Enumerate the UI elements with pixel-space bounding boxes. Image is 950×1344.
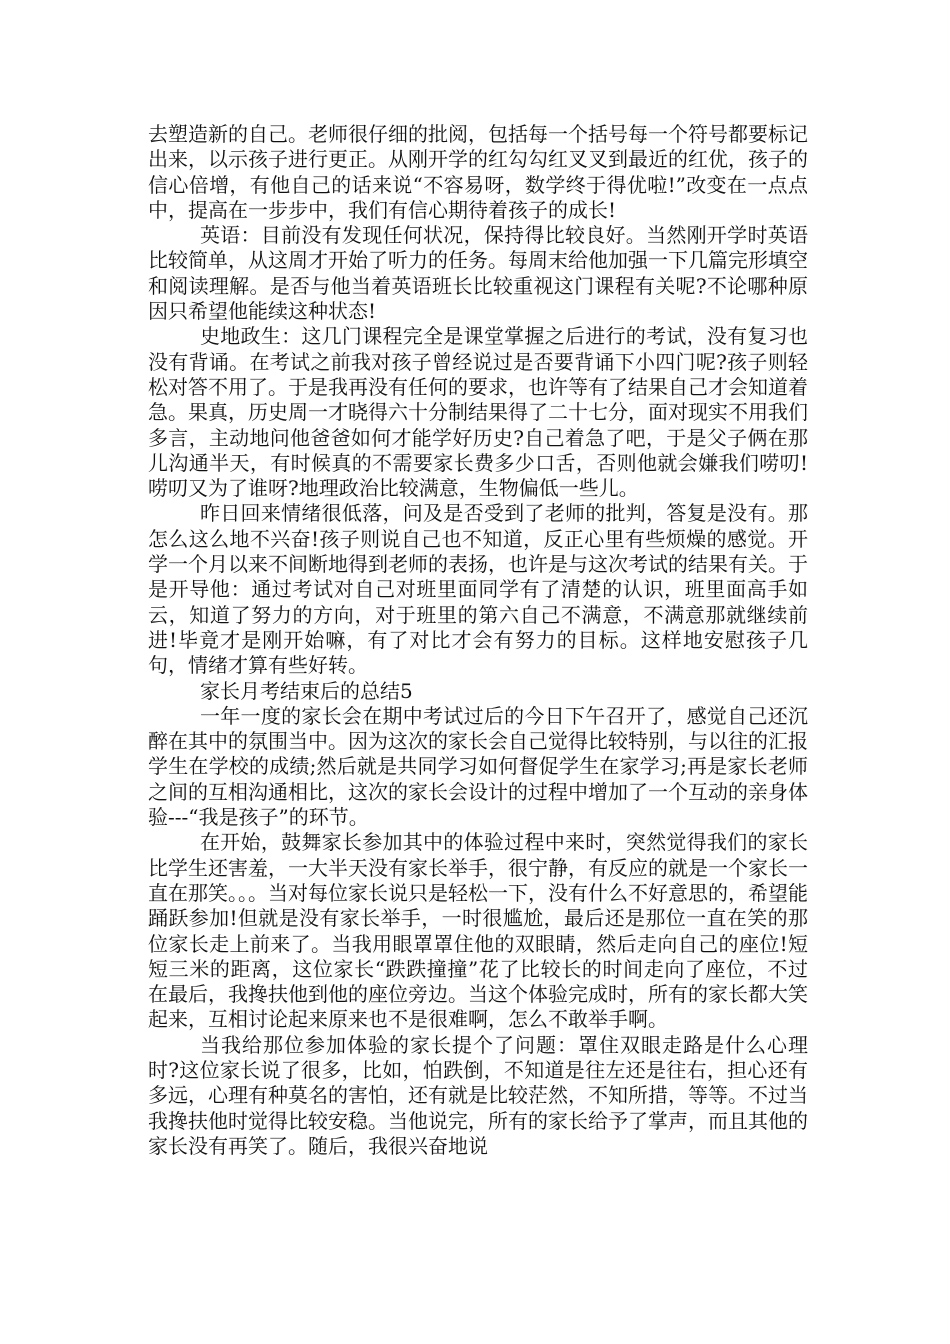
paragraph-4: 昨日回来情绪很低落，问及是否受到了老师的批判，答复是没有。那怎么这么地不兴奋!孩子则说自己也不知道，反正心里有些烦燥的感觉。开学一个月以来不间断地得到老师的表扬，也许是与这次考试的结果有关。于是开导他：通过考试对自己对班里面同学有了清楚的认识，班里面高手如云，知道了努力的方向，对于班里的第六自己不满意，不满意那就继续前进!毕竟才是刚开始嘛，有了对比才会有努力的目标。这样地安慰孩子几句，情绪才算有些好转。 bbox=[148, 501, 808, 678]
paragraph-3: 史地政生：这几门课程完全是课堂掌握之后进行的考试，没有复习也没有背诵。在考试之前我对孩子曾经说过是否要背诵下小四门呢?孩子则轻松对答不用了。于是我再没有任何的要求，也许等有了结果自己才会知道着急。果真，历史周一才晓得六十分制结果得了二十七分，面对现实不用我们多言，主动地问他爸爸如何才能学好历史?自己着急了吧，于是父子俩在那儿沟通半天，有时候真的不需要家长费多少口舌，否则他就会嫌我们唠叨!唠叨又为了谁呀?地理政治比较满意，生物偏低一些儿。 bbox=[148, 324, 808, 501]
paragraph-6: 在开始，鼓舞家长参加其中的体验过程中来时，突然觉得我们的家长比学生还害羞，一大半天没有家长举手，很宁静，有反应的就是一个家长一直在那笑。。。当对每位家长说只是轻松一下，没有什么不好意思的，希望能踊跃参加!但就是没有家长举手，一时很尴尬，最后还是那位一直在笑的那位家长走上前来了。当我用眼罩罩住他的双眼睛，然后走向自己的座位!短短三米的距离，这位家长“跌跌撞撞”花了比较长的时间走向了座位，不过在最后，我搀扶他到他的座位旁边。当这个体验完成时，所有的家长都大笑起来，互相讨论起来原来也不是很难啊，怎么不敢举手啊。 bbox=[148, 830, 808, 1032]
paragraph-2: 英语：目前没有发现任何状况，保持得比较良好。当然刚开学时英语比较简单，从这周才开始了听力的任务。每周末给他加强一下几篇完形填空和阅读理解。是否与他当着英语班长比较重视这门课程有关呢?不论哪种原因只希望他能续这种状态! bbox=[148, 223, 808, 324]
document-page bbox=[148, 122, 808, 1159]
section-heading: 家长月考结束后的总结5 bbox=[200, 678, 413, 703]
paragraph-7: 当我给那位参加体验的家长提个了问题：罩住双眼走路是什么心理时?这位家长说了很多，比如，怕跌倒，不知道是往左还是往右，担心还有多远，心理有种莫名的害怕，还有就是比较茫然，不知所措，等等。不过当我搀扶他时觉得比较安稳。当他说完，所有的家长给予了掌声，而且其他的家长没有再笑了。随后，我很兴奋地说 bbox=[148, 1032, 808, 1158]
paragraph-5: 一年一度的家长会在期中考试过后的今日下午召开了，感觉自己还沉醉在其中的氛围当中。因为这次的家长会自己觉得比较特别，与以往的汇报学生在学校的成绩;然后就是共同学习如何督促学生在家学习;再是家长老师之间的互相沟通相比，这次的家长会设计的过程中增加了一个互动的亲身体验---“我是孩子”的环节。 bbox=[148, 703, 808, 830]
paragraph-1: 去塑造新的自己。老师很仔细的批阅，包括每一个括号每一个符号都要标记出来，以示孩子进行更正。从刚开学的红勾勾红叉叉到最近的红优，孩子的信心倍增，有他自己的话来说“不容易呀，数学终于得优啦!”改变在一点点中，提高在一步步中，我们有信心期待着孩子的成长! bbox=[148, 122, 808, 222]
